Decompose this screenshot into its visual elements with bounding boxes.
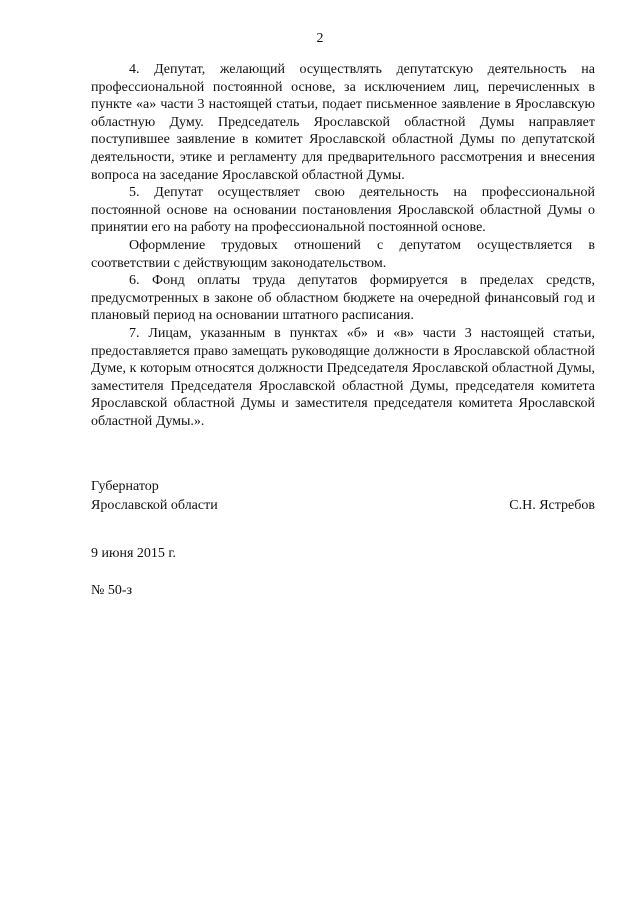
signatory-title-line2: Ярославской области: [91, 498, 218, 513]
paragraph-7: 7. Лицам, указанным в пунктах «б» и «в» части 3 настоящей статьи, предоставляется право замещать руководящие должности в Ярославской областной Думе, к которым относятся должности Председателя Ярославской областной Думы, заместителя Председателя Ярославской областной Думы, председателя комитета Ярославской областной Думы и заместителя председателя комитета Ярославской областной Думы.».: [91, 325, 595, 429]
page-number: 2: [316, 31, 324, 46]
paragraph-5: 5. Депутат осуществляет свою деятельность на профессиональной постоянной основе на основании постановления Ярославской областной Думы о принятии его на работу на профессиональной постоянной основе.: [91, 185, 595, 236]
paragraph-6: 6. Фонд оплаты труда депутатов формируется в пределах средств, предусмотренных в законе об областном бюджете на очередной финансовый год и плановый период на основании штатного расписания.: [91, 273, 595, 324]
signatory-name: С.Н. Ястребов: [509, 498, 595, 513]
paragraph-labor-relations: Оформление трудовых отношений с депутатом осуществляется в соответствии с действующим законодательством.: [91, 237, 595, 271]
document-date: 9 июня 2015 г.: [91, 546, 177, 561]
document-body: [91, 61, 595, 430]
signature-block: [91, 477, 595, 515]
paragraph-4: 4. Депутат, желающий осуществлять депутатскую деятельность на профессиональной постоянной основе, за исключением лиц, перечисленных в пункте «а» части 3 настоящей статьи, подает письменное заявление в Ярославскую областную Думу. Председатель Ярославской областной Думы направляет поступившее заявление в комитет Ярославской областной Думы по депутатской деятельности, этике и регламенту для предварительного рассмотрения и внесения вопроса на заседание Ярославской областной Думы.: [91, 62, 595, 183]
law-number: № 50-з: [91, 583, 133, 598]
signatory-title-line1: Губернатор: [91, 479, 159, 494]
signature-row: [91, 496, 595, 515]
